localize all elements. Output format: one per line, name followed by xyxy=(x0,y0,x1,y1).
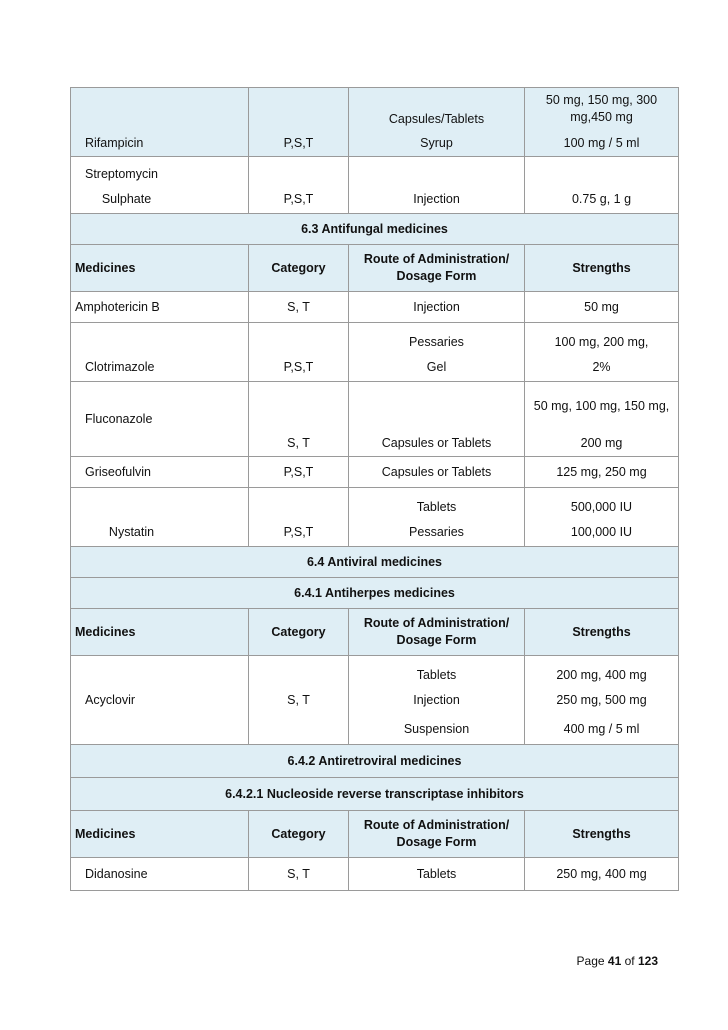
section-row xyxy=(71,778,679,811)
strength-cell: 250 mg, 400 mg xyxy=(525,858,679,891)
category-cell: P,S,T xyxy=(249,518,349,547)
header-category: Category xyxy=(249,245,349,292)
category-cell: P,S,T xyxy=(249,130,349,157)
table-row xyxy=(71,714,679,745)
strength-cell: 100,000 IU xyxy=(525,518,679,547)
header-strengths: Strengths xyxy=(525,811,679,858)
table-row xyxy=(71,382,679,431)
form-cell: Suspension xyxy=(349,714,525,745)
category-cell: P,S,T xyxy=(249,185,349,214)
strength-cell: 100 mg, 200 mg, xyxy=(525,323,679,354)
section-title: 6.4.2 Antiretroviral medicines xyxy=(71,745,679,778)
form-cell: Gel xyxy=(349,353,525,382)
category-cell: P,S,T xyxy=(249,457,349,488)
table-row xyxy=(71,157,679,186)
category-cell: S, T xyxy=(249,686,349,714)
strength-cell: 500,000 IU xyxy=(525,488,679,519)
table-row xyxy=(71,686,679,714)
strength-cell: 200 mg, 400 mg xyxy=(525,656,679,687)
medicine-name-cell: Clotrimazole xyxy=(71,353,249,382)
page-prefix: Page xyxy=(576,954,605,968)
header-strengths: Strengths xyxy=(525,609,679,656)
header-route: Route of Administration/ Dosage Form xyxy=(349,609,525,656)
medicine-name-cell: Griseofulvin xyxy=(71,457,249,488)
table-row xyxy=(71,656,679,687)
strength-cell: 50 mg, 150 mg, 300 mg,450 mg xyxy=(525,88,679,131)
table-row xyxy=(71,185,679,214)
form-cell: Syrup xyxy=(349,130,525,157)
medicine-name-cell: Didanosine xyxy=(71,858,249,891)
form-cell: Capsules/Tablets xyxy=(349,88,525,131)
header-category: Category xyxy=(249,609,349,656)
header-strengths: Strengths xyxy=(525,245,679,292)
column-header-row xyxy=(71,245,679,292)
section-title: 6.3 Antifungal medicines xyxy=(71,214,679,245)
form-cell: Capsules or Tablets xyxy=(349,430,525,457)
page-of: of xyxy=(624,954,635,968)
strength-cell: 100 mg / 5 ml xyxy=(525,130,679,157)
category-cell: S, T xyxy=(249,858,349,891)
page-current: 41 xyxy=(607,954,622,968)
page-number xyxy=(577,954,658,968)
form-cell: Capsules or Tablets xyxy=(349,457,525,488)
category-cell: S, T xyxy=(249,430,349,457)
form-cell: Injection xyxy=(349,686,525,714)
page-total: 123 xyxy=(637,954,658,968)
table-row xyxy=(71,292,679,323)
table-row xyxy=(71,488,679,519)
table-row xyxy=(71,430,679,457)
strength-cell: 2% xyxy=(525,353,679,382)
strength-cell: 50 mg, 100 mg, 150 mg, xyxy=(525,382,679,431)
medicine-name-cell: Nystatin xyxy=(71,518,249,547)
strength-cell: 125 mg, 250 mg xyxy=(525,457,679,488)
table-row xyxy=(71,457,679,488)
table-row xyxy=(71,130,679,157)
strength-cell: 200 mg xyxy=(525,430,679,457)
category-cell: P,S,T xyxy=(249,353,349,382)
category-cell: S, T xyxy=(249,292,349,323)
medicine-name-cell: Sulphate xyxy=(71,185,249,214)
medicines-table xyxy=(70,87,679,891)
medicine-name-cell xyxy=(71,88,249,131)
section-row xyxy=(71,578,679,609)
table-row xyxy=(71,858,679,891)
section-title: 6.4.2.1 Nucleoside reverse transcriptase inhibitors xyxy=(71,778,679,811)
section-title: 6.4 Antiviral medicines xyxy=(71,547,679,578)
category-cell xyxy=(249,88,349,131)
medicine-name-cell: Amphotericin B xyxy=(71,292,249,323)
table-row xyxy=(71,323,679,354)
form-cell: Pessaries xyxy=(349,323,525,354)
medicine-name-cell: Streptomycin xyxy=(71,157,249,186)
strength-cell: 0.75 g, 1 g xyxy=(525,185,679,214)
strength-cell: 50 mg xyxy=(525,292,679,323)
medicine-name-cell: Fluconazole xyxy=(71,382,249,431)
form-cell: Tablets xyxy=(349,656,525,687)
medicine-name-cell: Acyclovir xyxy=(71,686,249,714)
form-cell: Tablets xyxy=(349,488,525,519)
form-cell: Injection xyxy=(349,185,525,214)
table-row xyxy=(71,353,679,382)
column-header-row xyxy=(71,811,679,858)
section-row xyxy=(71,214,679,245)
column-header-row xyxy=(71,609,679,656)
form-cell: Tablets xyxy=(349,858,525,891)
section-row xyxy=(71,745,679,778)
medicine-name-cell: Rifampicin xyxy=(71,130,249,157)
section-title: 6.4.1 Antiherpes medicines xyxy=(71,578,679,609)
header-medicines: Medicines xyxy=(71,609,249,656)
header-route: Route of Administration/ Dosage Form xyxy=(349,811,525,858)
form-cell: Injection xyxy=(349,292,525,323)
header-medicines: Medicines xyxy=(71,811,249,858)
table-row xyxy=(71,518,679,547)
header-category: Category xyxy=(249,811,349,858)
table-row xyxy=(71,88,679,131)
section-row xyxy=(71,547,679,578)
form-cell: Pessaries xyxy=(349,518,525,547)
header-medicines: Medicines xyxy=(71,245,249,292)
strength-cell: 250 mg, 500 mg xyxy=(525,686,679,714)
strength-cell: 400 mg / 5 ml xyxy=(525,714,679,745)
header-route: Route of Administration/ Dosage Form xyxy=(349,245,525,292)
